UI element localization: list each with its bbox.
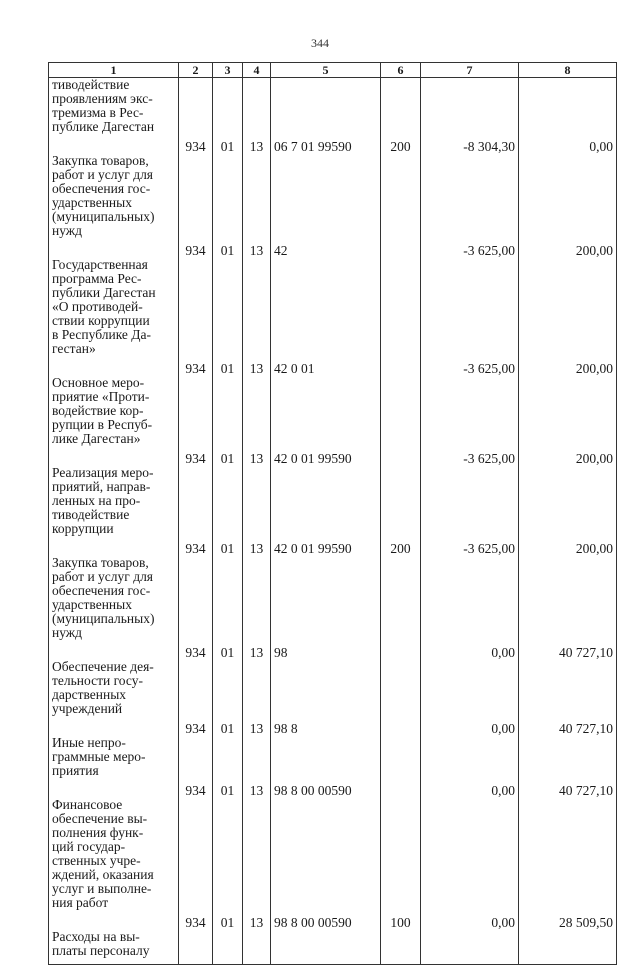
ministry-code-cell: 934 (179, 140, 213, 244)
target-article-cell: 98 8 (271, 722, 381, 784)
item-name-line: публики Дагестан (52, 285, 156, 300)
item-name-line: услуг и выполне- (52, 881, 152, 896)
section-cell: 01 (213, 542, 243, 646)
table-row (49, 916, 617, 965)
total-amount-cell: 0,00 (519, 140, 617, 244)
target-article-cell: 98 (271, 646, 381, 722)
change-amount-cell: 0,00 (421, 722, 519, 784)
expense-type-cell: 200 (381, 542, 421, 646)
subsection-cell: 13 (243, 784, 271, 916)
subsection-cell: 13 (243, 362, 271, 452)
col-header-2: 2 (179, 63, 213, 78)
ministry-code-cell (179, 78, 213, 141)
ministry-code-cell: 934 (179, 542, 213, 646)
item-name-line: граммные меро- (52, 749, 146, 764)
item-name-line: полнения функ- (52, 825, 144, 840)
item-name-line: тельности госу- (52, 673, 143, 688)
item-name-line: Расходы на вы- (52, 929, 140, 944)
item-name-cell (49, 784, 179, 916)
item-name-line: обеспечения гос- (52, 181, 151, 196)
col-header-4: 4 (243, 63, 271, 78)
table-row (49, 244, 617, 362)
expense-type-cell (381, 78, 421, 141)
section-cell: 01 (213, 784, 243, 916)
ministry-code-cell: 934 (179, 452, 213, 542)
total-amount-cell: 200,00 (519, 452, 617, 542)
table-body (49, 78, 617, 965)
col-header-5: 5 (271, 63, 381, 78)
expense-type-cell (381, 722, 421, 784)
col-header-8: 8 (519, 63, 617, 78)
col-header-3: 3 (213, 63, 243, 78)
change-amount-cell: 0,00 (421, 784, 519, 916)
item-name-line: приятия (52, 763, 99, 778)
item-name-cell (49, 646, 179, 722)
section-cell: 01 (213, 452, 243, 542)
item-name-cell (49, 542, 179, 646)
target-article-cell: 42 (271, 244, 381, 362)
item-name-line: нужд (52, 223, 82, 238)
page-number: 344 (311, 36, 329, 50)
item-name-line: работ и услуг для (52, 167, 154, 182)
table-row (49, 452, 617, 542)
change-amount-cell (421, 78, 519, 141)
item-name-line: ственных учре- (52, 853, 141, 868)
section-cell: 01 (213, 140, 243, 244)
section-cell: 01 (213, 244, 243, 362)
item-name-line: тиводействие (52, 77, 130, 92)
item-name-line: приятие «Проти- (52, 389, 150, 404)
target-article-cell: 42 0 01 99590 (271, 542, 381, 646)
total-amount-cell: 40 727,10 (519, 646, 617, 722)
item-name-cell (49, 140, 179, 244)
target-article-cell: 42 0 01 (271, 362, 381, 452)
total-amount-cell: 200,00 (519, 542, 617, 646)
item-name-line: тремизма в Рес- (52, 105, 144, 120)
item-name-line: ждений, оказания (52, 867, 154, 882)
item-name-line: Закупка товаров, (52, 555, 149, 570)
ministry-code-cell: 934 (179, 784, 213, 916)
table-row (49, 78, 617, 141)
item-name-line: ций государ- (52, 839, 126, 854)
item-name-cell (49, 722, 179, 784)
target-article-cell (271, 78, 381, 141)
item-name-line: обеспечения гос- (52, 583, 151, 598)
item-name-line: проявлениям экс- (52, 91, 153, 106)
ministry-code-cell: 934 (179, 362, 213, 452)
change-amount-cell: -8 304,30 (421, 140, 519, 244)
table-row (49, 722, 617, 784)
section-cell: 01 (213, 722, 243, 784)
target-article-cell: 06 7 01 99590 (271, 140, 381, 244)
expense-type-cell (381, 362, 421, 452)
section-cell: 01 (213, 646, 243, 722)
expense-type-cell (381, 646, 421, 722)
item-name-line: обеспечение вы- (52, 811, 148, 826)
item-name-line: гестан» (52, 341, 96, 356)
col-header-7: 7 (421, 63, 519, 78)
item-name-line: ленных на про- (52, 493, 141, 508)
item-name-line: «О противодей- (52, 299, 143, 314)
change-amount-cell: -3 625,00 (421, 362, 519, 452)
item-name-line: коррупции (52, 521, 114, 536)
item-name-line: Финансовое (52, 797, 123, 812)
item-name-cell (49, 362, 179, 452)
expense-type-cell (381, 784, 421, 916)
col-header-6: 6 (381, 63, 421, 78)
target-article-cell: 42 0 01 99590 (271, 452, 381, 542)
total-amount-cell: 40 727,10 (519, 722, 617, 784)
expense-type-cell (381, 244, 421, 362)
table-row (49, 784, 617, 916)
item-name-line: ния работ (52, 895, 109, 910)
item-name-line: (муниципальных) (52, 611, 155, 626)
item-name-line: публике Дагестан (52, 119, 155, 134)
section-cell: 01 (213, 916, 243, 965)
total-amount-cell (519, 78, 617, 141)
item-name-line: Иные непро- (52, 735, 126, 750)
subsection-cell: 13 (243, 646, 271, 722)
item-name-line: Реализация меро- (52, 465, 154, 480)
item-name-line: приятий, направ- (52, 479, 151, 494)
item-name-line: ударственных (52, 597, 132, 612)
item-name-cell (49, 916, 179, 965)
target-article-cell: 98 8 00 00590 (271, 916, 381, 965)
subsection-cell: 13 (243, 916, 271, 965)
item-name-cell (49, 244, 179, 362)
item-name-line: программа Рес- (52, 271, 142, 286)
item-name-line: Закупка товаров, (52, 153, 149, 168)
item-name-line: платы персоналу (52, 943, 150, 958)
item-name-line: Обеспечение дея- (52, 659, 154, 674)
ministry-code-cell: 934 (179, 244, 213, 362)
ministry-code-cell: 934 (179, 916, 213, 965)
item-name-cell (49, 452, 179, 542)
item-name-line: в Республике Да- (52, 327, 151, 342)
change-amount-cell: 0,00 (421, 646, 519, 722)
header-row (49, 63, 617, 78)
budget-table (48, 62, 617, 965)
item-name-line: ствии коррупции (52, 313, 150, 328)
table-row (49, 542, 617, 646)
item-name-line: ударственных (52, 195, 132, 210)
item-name-cell (49, 78, 179, 141)
item-name-line: (муниципальных) (52, 209, 155, 224)
table-row (49, 362, 617, 452)
change-amount-cell: -3 625,00 (421, 452, 519, 542)
table-row (49, 646, 617, 722)
subsection-cell: 13 (243, 542, 271, 646)
expense-type-cell (381, 452, 421, 542)
change-amount-cell: -3 625,00 (421, 244, 519, 362)
target-article-cell: 98 8 00 00590 (271, 784, 381, 916)
item-name-line: работ и услуг для (52, 569, 154, 584)
subsection-cell: 13 (243, 452, 271, 542)
item-name-line: дарственных (52, 687, 127, 702)
item-name-line: тиводействие (52, 507, 130, 522)
subsection-cell: 13 (243, 244, 271, 362)
ministry-code-cell: 934 (179, 646, 213, 722)
subsection-cell: 13 (243, 722, 271, 784)
item-name-line: нужд (52, 625, 82, 640)
change-amount-cell: 0,00 (421, 916, 519, 965)
table-row (49, 140, 617, 244)
ministry-code-cell: 934 (179, 722, 213, 784)
item-name-line: водействие кор- (52, 403, 144, 418)
total-amount-cell: 40 727,10 (519, 784, 617, 916)
subsection-cell (243, 78, 271, 141)
total-amount-cell: 28 509,50 (519, 916, 617, 965)
subsection-cell: 13 (243, 140, 271, 244)
item-name-line: рупции в Респуб- (52, 417, 153, 432)
total-amount-cell: 200,00 (519, 362, 617, 452)
item-name-line: Государственная (52, 257, 148, 272)
change-amount-cell: -3 625,00 (421, 542, 519, 646)
item-name-line: лике Дагестан» (52, 431, 141, 446)
item-name-line: учреждений (52, 701, 123, 716)
section-cell (213, 78, 243, 141)
item-name-line: Основное меро- (52, 375, 145, 390)
expense-type-cell: 200 (381, 140, 421, 244)
section-cell: 01 (213, 362, 243, 452)
col-header-1: 1 (49, 63, 179, 78)
expense-type-cell: 100 (381, 916, 421, 965)
total-amount-cell: 200,00 (519, 244, 617, 362)
